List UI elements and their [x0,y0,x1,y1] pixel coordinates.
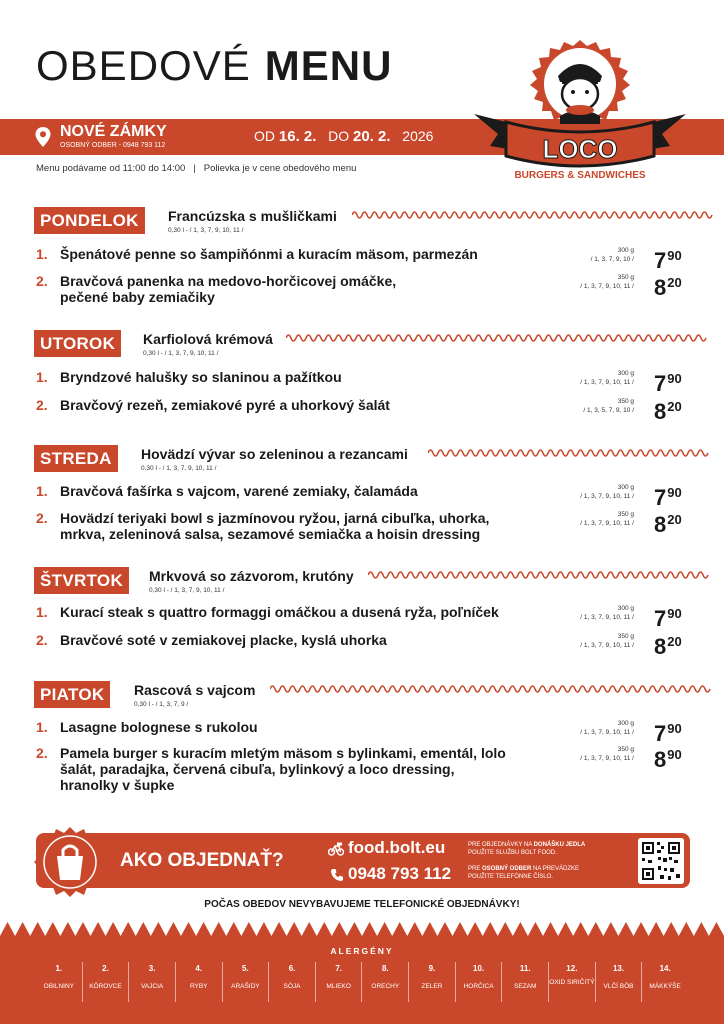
item-number: 1. [36,719,48,735]
location-sub: OSOBNÝ ODBER - 0948 793 112 [60,142,166,149]
phone-order-notice: POČAS OBEDOV NEVYBAVUJEME TELEFONICKÉ OBJEDNÁVKY! [204,899,520,910]
allergen-item [548,962,595,1002]
price-cents: 90 [667,248,682,263]
item-number: 2. [36,397,48,413]
wave-divider [270,682,714,696]
allergen-number: 7. [335,964,342,973]
item-weight: 300 g [617,720,634,727]
item-dish: Bravčová fašírka s vajcom, varené zemiaky, čalamáda [60,483,418,499]
allergen-label: SEZAM [514,983,537,990]
allergen-label: VLČÍ BÔB [603,983,634,990]
allergen-list [36,962,688,1002]
item-weight-allergens [580,745,634,763]
item-allergens: / 1, 3, 7, 9, 10, 11 / [580,283,634,290]
soup-allergens: 0,30 l - / 1, 3, 7, 9 / [134,701,189,708]
page-title [36,42,392,90]
chef-mascot-icon [530,40,630,127]
info-soup: Polievka je v cene obedového menu [203,163,357,174]
price-cents: 90 [667,606,682,621]
allergen-label: OXID SIRIČITÝ [549,979,595,986]
item-weight-allergens [580,510,634,528]
price-main: 8 [654,747,667,772]
item-price [654,606,682,632]
item-weight-allergens [580,483,634,501]
item-dish: Hovädzí teriyaki bowl s jazmínovou ryžou, jarná cibuľka, uhorka, mrkva, zeleninová salsa, sezamové semiačka a hoisin dressing [60,510,490,542]
allergen-number: 11. [519,964,531,973]
price-main: 7 [654,248,667,273]
allergen-item [455,962,502,1002]
soup-allergens: 0,30 l - / 1, 3, 7, 9, 10, 11 / [149,587,225,594]
item-weight-allergens [580,719,634,737]
price-cents: 20 [667,399,682,414]
allergen-number: 12. [566,964,578,973]
info-hours: Menu podávame od 11:00 do 14:00 [36,163,186,174]
allergen-item [128,962,175,1002]
allergen-label: ZELER [421,983,443,990]
logo-name: LOCO [542,134,618,164]
item-price [654,275,682,301]
item-price [654,747,682,773]
allergen-label: ARAŠIDY [231,983,260,990]
wave-divider [368,568,714,582]
day-label: ŠTVRTOK [34,567,129,594]
item-allergens: / 1, 3, 7, 9, 10 / [590,256,634,263]
price-cents: 90 [667,747,682,762]
price-main: 8 [654,512,667,537]
soup-name: Mrkvová so zázvorom, krutóny [149,568,354,584]
order-title: AKO OBJEDNAŤ? [120,850,284,871]
item-weight: 350 g [617,511,634,518]
item-allergens: / 1, 3, 7, 9, 10, 11 / [580,614,634,621]
price-main: 8 [654,634,667,659]
soup-name: Rascová s vajcom [134,682,256,698]
title-light: OBEDOVÉ [36,42,251,89]
allergen-item [36,962,82,1002]
allergen-label: SÓJA [283,983,301,990]
phone-icon [330,868,344,882]
allergen-number: 6. [288,964,296,973]
day-label: PONDELOK [34,207,145,234]
allergen-item [361,962,408,1002]
note1-a: PRE OBJEDNÁVKY NA [468,842,532,848]
date-from: 16. 2. [278,128,317,145]
allergen-number: 1. [55,964,63,973]
item-dish: Pamela burger s kuracím mletým mäsom s bylinkami, ementál, lolo šalát, paradajka, červená cibuľa, bylinkový a loco dressing, hranolky v šupke [60,745,506,793]
item-price [654,512,682,538]
item-weight: 300 g [617,370,634,377]
qr-code-icon[interactable] [638,838,684,884]
price-main: 7 [654,606,667,631]
item-allergens: / 1, 3, 7, 9, 10, 11 / [580,520,634,527]
item-weight: 350 g [617,633,634,640]
allergen-number: 5. [242,964,249,973]
date-range [254,128,433,145]
price-cents: 20 [667,275,682,290]
soup-name: Hovädzí vývar so zeleninou a rezancami [141,446,408,462]
item-dish: Lasagne bolognese s rukolou [60,719,258,735]
allergen-label: MLIEKO [326,983,351,990]
allergen-item [268,962,315,1002]
item-price [654,248,682,274]
item-price [654,721,682,747]
allergen-item [175,962,222,1002]
allergen-item [595,962,642,1002]
item-price [654,634,682,660]
soup-name: Karfiolová krémová [143,331,273,347]
item-dish: Bryndzové halušky so slaninou a pažítkou [60,369,342,385]
item-number: 2. [36,745,48,761]
allergen-item [222,962,269,1002]
allergen-label: KÔROVCE [89,983,122,990]
price-main: 8 [654,399,667,424]
note1-c: POUŽITE SLUŽBU BOLT FOOD. [468,850,557,856]
allergen-label: OBILNINY [43,983,74,990]
item-weight-allergens [580,273,634,291]
item-weight: 350 g [617,746,634,753]
item-number: 1. [36,246,48,262]
order-note-pickup [468,865,628,881]
date-from-label: OD [254,128,275,144]
item-weight: 350 g [617,274,634,281]
item-weight-allergens [580,632,634,650]
item-allergens: / 1, 3, 7, 9, 10, 11 / [580,755,634,762]
allergen-label: MÄKKÝŠE [649,983,681,990]
allergen-number: 8. [381,964,389,973]
item-dish: Špenátové penne so šampiňónmi a kuracím mäsom, parmezán [60,246,478,262]
item-allergens: / 1, 3, 7, 9, 10, 11 / [580,379,634,386]
price-main: 8 [654,275,667,300]
allergens-title: ALERGÉNY [330,946,394,956]
note2-b: OSOBNÝ ODBER [482,866,532,872]
item-allergens: / 1, 3, 7, 9, 10, 11 / [580,493,634,500]
takeaway-bag-icon [34,826,106,898]
location-name: NOVÉ ZÁMKY [60,123,167,140]
price-cents: 90 [667,721,682,736]
allergen-number: 9. [428,964,436,973]
title-bold: MENU [264,42,393,89]
bike-icon [328,842,344,856]
item-price [654,371,682,397]
allergen-item [408,962,455,1002]
note2-c: NA PREVÁDZKE [533,866,580,872]
allergen-label: RYBY [189,983,208,990]
item-weight: 300 g [617,247,634,254]
price-main: 7 [654,485,667,510]
allergen-item [641,962,688,1002]
item-dish: Bravčový rezeň, zemiakové pyré a uhorkový šalát [60,397,390,413]
item-number: 1. [36,604,48,620]
allergen-label: VAJCIA [140,983,164,990]
date-to-label: DO [328,128,350,144]
allergen-number: 10. [473,964,485,973]
wave-divider [286,331,714,345]
item-weight: 300 g [617,605,634,612]
price-cents: 20 [667,512,682,527]
item-dish: Bravčová panenka na medovo-horčicovej omáčke, pečené baby zemiačiky [60,273,397,305]
soup-allergens: 0,30 l - / 1, 3, 7, 9, 10, 11 / [141,465,217,472]
item-number: 2. [36,632,48,648]
item-number: 2. [36,273,48,289]
item-weight-allergens [591,246,634,264]
allergen-number: 14. [659,964,671,973]
note1-b: DONÁŠKU JEDLA [533,842,586,848]
day-label: STREDA [34,445,118,472]
item-weight-allergens [583,397,634,415]
soup-allergens: 0,30 l - / 1, 3, 7, 9, 10, 11 / [168,227,244,234]
order-note-delivery [468,841,628,857]
note2-d: POUŽITE TELEFÓNNE ČÍSLO. [468,874,553,880]
item-price [654,485,682,511]
soup-name: Francúzska s mušličkami [168,208,337,224]
allergen-number: 2. [102,964,109,973]
wave-divider [352,208,714,222]
item-allergens: / 1, 3, 7, 9, 10, 11 / [580,642,634,649]
item-allergens: / 1, 3, 7, 9, 10, 11 / [580,729,634,736]
order-phone[interactable]: 0948 793 112 [348,864,452,883]
price-cents: 90 [667,371,682,386]
allergen-number: 4. [195,964,203,973]
soup-allergens: 0,30 l - / 1, 3, 7, 9, 10, 11 / [143,350,219,357]
item-weight-allergens [580,604,634,622]
allergen-number: 13. [612,964,625,973]
allergen-item [501,962,548,1002]
item-allergens: / 1, 3, 5, 7, 9, 10 / [583,407,634,414]
item-weight-allergens [580,369,634,387]
how-to-order-panel [36,833,690,888]
info-separator: | [193,163,196,174]
date-to: 20. 2. [352,128,391,145]
logo-tagline: BURGERS & SANDWICHES [514,170,646,181]
allergen-number: 3. [148,964,156,973]
allergen-item [82,962,129,1002]
day-label: PIATOK [34,681,110,708]
item-dish: Bravčové soté v zemiakovej placke, kyslá uhorka [60,632,387,648]
allergen-item [315,962,362,1002]
day-label: UTOROK [34,330,121,357]
location-pin-icon [34,126,52,148]
wave-divider [428,446,714,460]
allergen-label: HORČICA [463,983,494,990]
date-year: 2026 [402,128,434,144]
order-web[interactable]: food.bolt.eu [348,838,446,857]
price-main: 7 [654,371,667,396]
price-cents: 20 [667,634,682,649]
service-info [36,163,356,174]
allergen-label: ORECHY [371,983,400,990]
item-number: 1. [36,369,48,385]
item-weight: 350 g [617,398,634,405]
item-dish: Kurací steak s quattro formaggi omáčkou a dusená ryža, poľníček [60,604,499,620]
note2-a: PRE [468,866,481,872]
loco-logo [470,38,690,188]
item-number: 1. [36,483,48,499]
price-cents: 90 [667,485,682,500]
price-main: 7 [654,721,667,746]
item-number: 2. [36,510,48,526]
item-price [654,399,682,425]
item-weight: 300 g [617,484,634,491]
